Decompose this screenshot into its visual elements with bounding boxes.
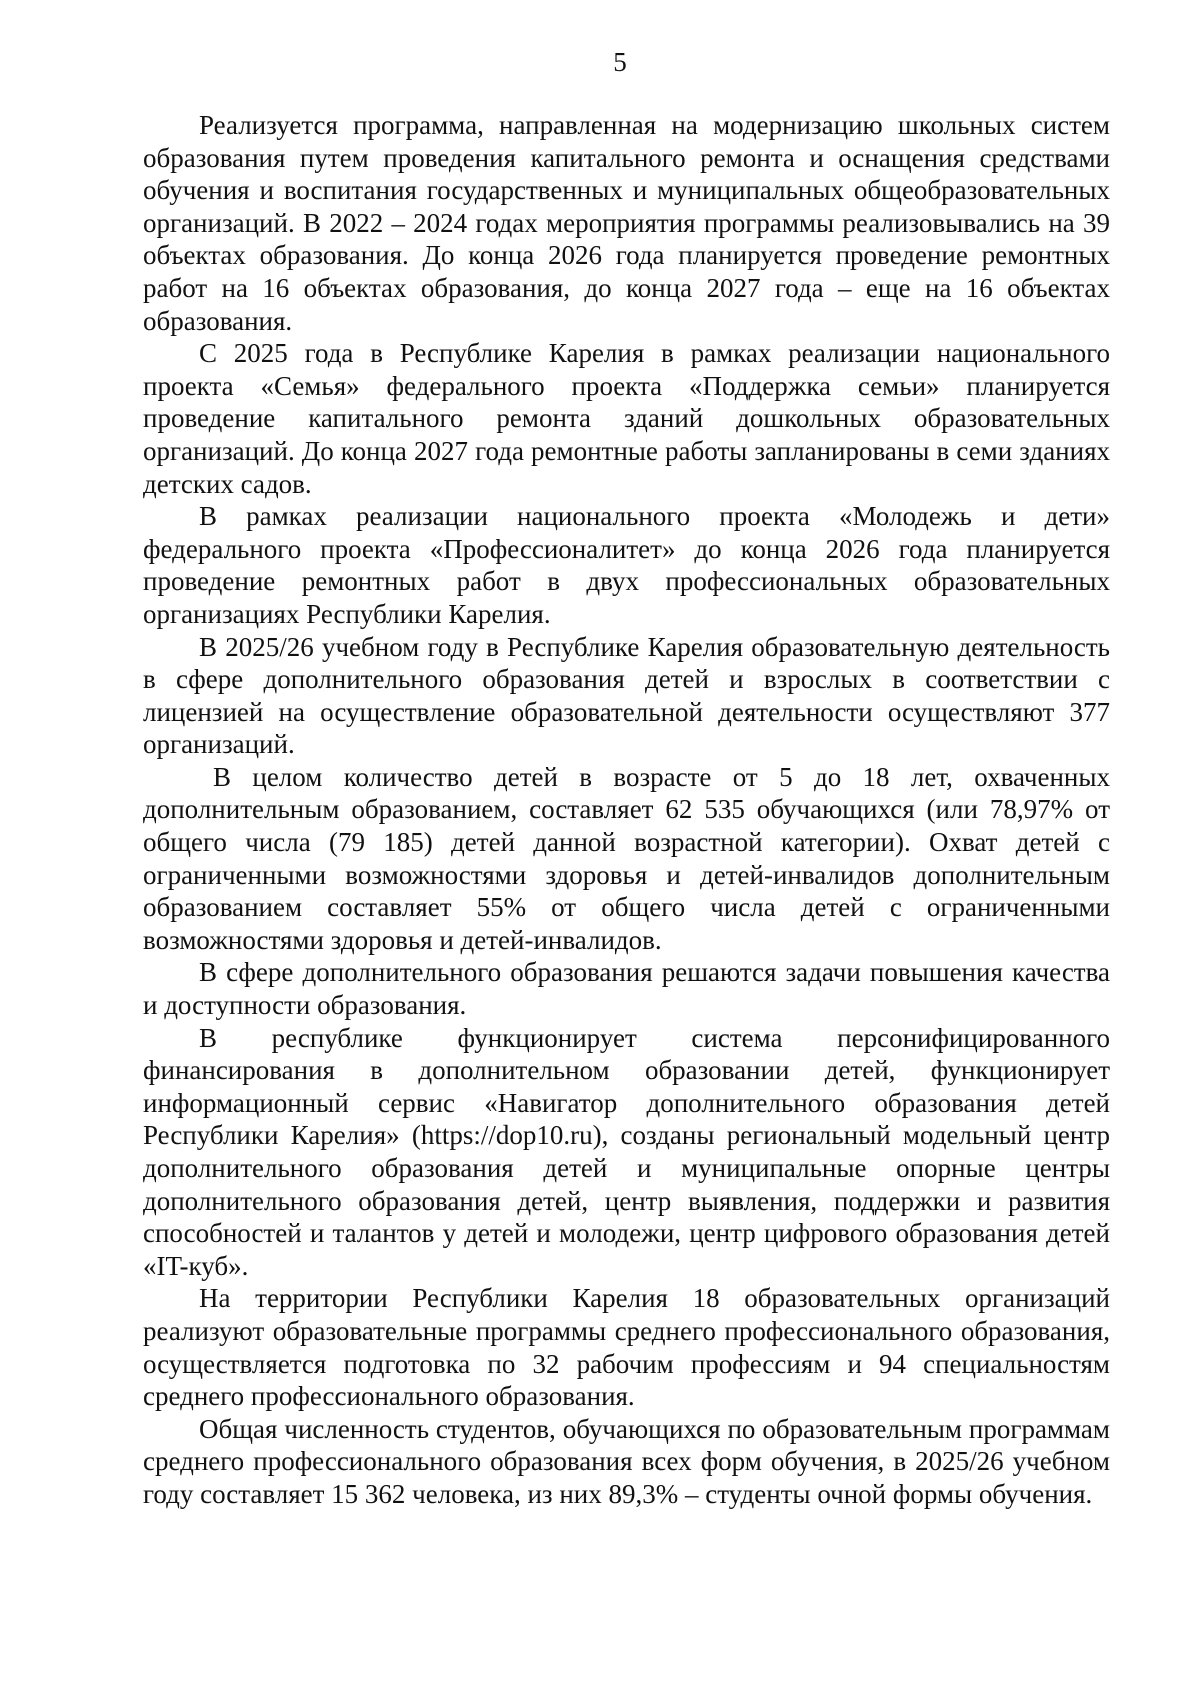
paragraph-additional-education-orgs: В 2025/26 учебном году в Республике Карелия образовательную деятельность в сфере дополнительного образования детей и взрослых в соответствии с лицензией на осуществление образовательной деятельности осуществляют 377 организаций.: [143, 631, 1110, 760]
paragraph-personified-financing: В республике функционирует система персонифицированного финансирования в дополнительном образовании детей, функционирует информационный сервис «Навигатор дополнительного образования детей Республики Карелия» (https://dop10.ru), созданы региональный модельный центр дополнительного образования детей и муниципальные опорные центры дополнительного образования детей, центр выявления, поддержки и развития способностей и талантов у детей и молодежи, центр цифрового образования детей «IT-куб».: [143, 1022, 1110, 1281]
document-body: [143, 109, 1110, 1511]
paragraph-student-count: Общая численность студентов, обучающихся по образовательным программам среднего профессионального образования всех форм обучения, в 2025/26 учебном году составляет 15 362 человека, из них 89,3% – студенты очной формы обучения.: [143, 1413, 1110, 1509]
paragraph-quality-tasks: В сфере дополнительного образования решаются задачи повышения качества и доступности образования.: [143, 957, 1110, 1021]
paragraph-children-coverage: В целом количество детей в возрасте от 5 до 18 лет, охваченных дополнительным образованием, составляет 62 535 обучающихся (или 78,97% от общего числа (79 185) детей данной возрастной категории). Охват детей с ограниченными возможностями здоровья и детей-инвалидов дополнительным образованием составляет 55% от общего числа детей с ограниченными возможностями здоровья и детей-инвалидов.: [143, 761, 1110, 955]
paragraph-youth-project: В рамках реализации национального проекта «Молодежь и дети» федерального проекта «Профессионалитет» до конца 2026 года планируется проведение ремонтных работ в двух профессиональных образовательных организациях Республики Карелия.: [143, 501, 1110, 629]
paragraph-vocational-organizations: На территории Республики Карелия 18 образовательных организаций реализуют образовательные программы среднего профессионального образования, осуществляется подготовка по 32 рабочим профессиям и 94 специальностям среднего профессионального образования.: [143, 1283, 1110, 1412]
paragraph-school-modernization: Реализуется программа, направленная на модернизацию школьных систем образования путем проведения капитального ремонта и оснащения средствами обучения и воспитания государственных и муниципальных общеобразовательных организаций. В 2022 – 2024 годах мероприятия программы реализовывались на 39 объектах образования. До конца 2026 года планируется проведение ремонтных работ на 16 объектах образования, до конца 2027 года – еще на 16 объектах образования.: [143, 110, 1110, 336]
page-number: 5: [613, 47, 627, 77]
paragraph-family-project: С 2025 года в Республике Карелия в рамках реализации национального проекта «Семья» федерального проекта «Поддержка семьи» планируется проведение капитального ремонта зданий дошкольных образовательных организаций. До конца 2027 года ремонтные работы запланированы в семи зданиях детских садов.: [143, 338, 1110, 499]
